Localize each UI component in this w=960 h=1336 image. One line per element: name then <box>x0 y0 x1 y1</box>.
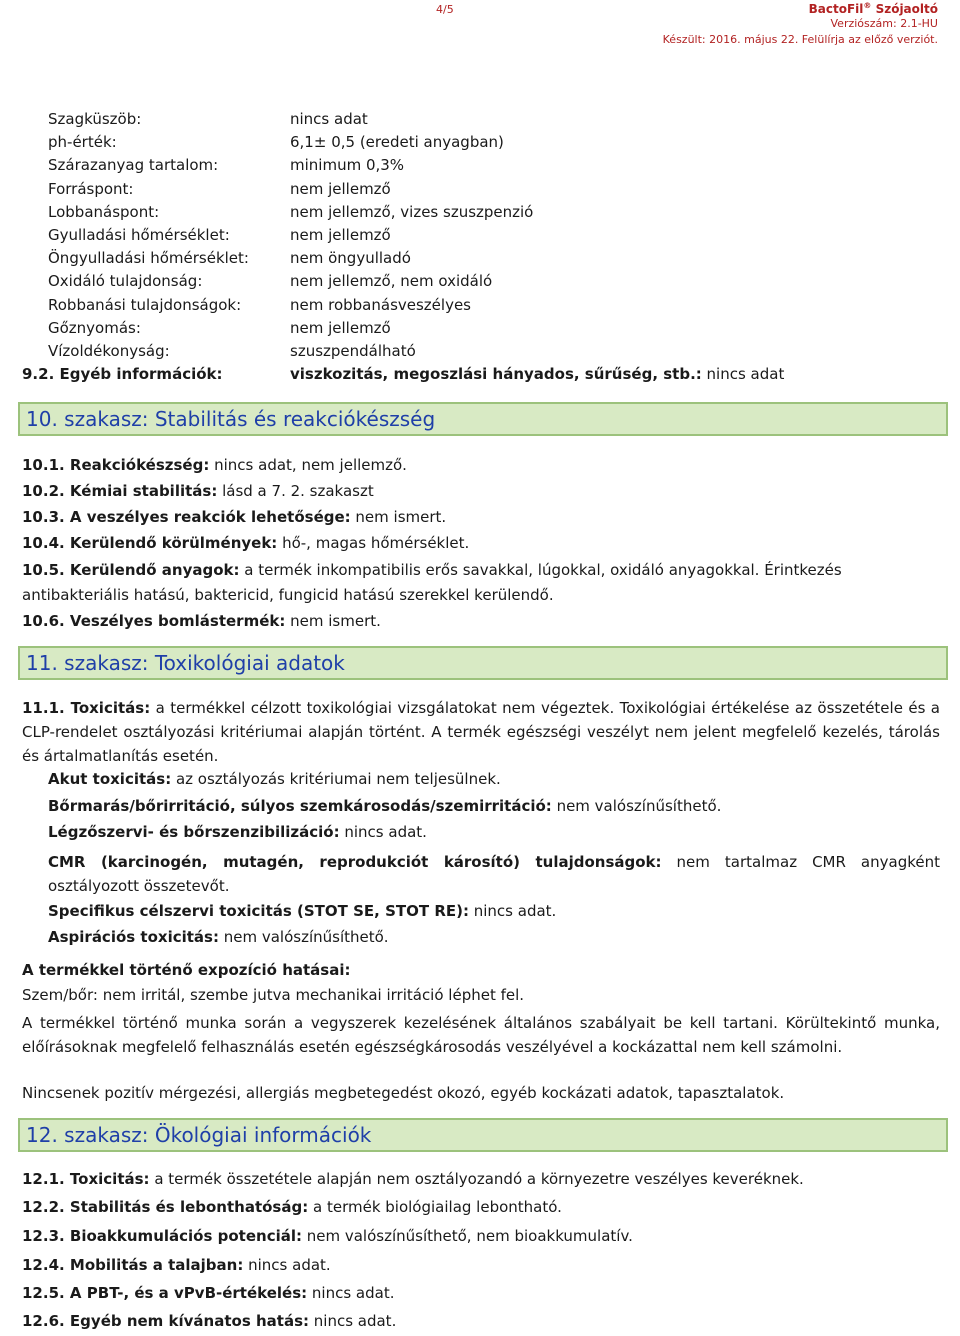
other-info-row <box>22 365 784 383</box>
property-label: Szárazanyag tartalom: <box>48 156 219 175</box>
item-value: nem ismert. <box>285 612 381 630</box>
property-row <box>48 317 533 340</box>
item-label: 10.1. Reakciókészség: <box>22 456 210 474</box>
item-label: 10.6. Veszélyes bomlástermék: <box>22 612 286 630</box>
property-value: 6,1± 0,5 (eredeti anyagban) <box>290 133 504 152</box>
product-suffix: Szójaoltó <box>871 2 938 16</box>
item-value: nincs adat. <box>339 823 427 841</box>
sec10-item-2 <box>22 482 940 500</box>
exposure-effects-title: A termékkel történő expozíció hatásai: <box>22 961 351 979</box>
item-label: 10.2. Kémiai stabilitás: <box>22 482 218 500</box>
creation-date: Készült: 2016. május 22. Felülírja az előző verziót. <box>662 33 938 46</box>
item-label: CMR (karcinogén, mutagén, reprodukciót károsító) tulajdonságok: <box>48 853 662 871</box>
stot <box>48 902 940 920</box>
item-value: nem tartalmaz CMR anyagként osztályozott összetevőt. <box>48 853 940 895</box>
item-value: nincs adat, nem jellemző. <box>209 456 407 474</box>
version-number: Verziószám: 2.1-HU <box>830 17 938 30</box>
item-value: nem ismert. <box>350 508 447 526</box>
sec12-item-4 <box>22 1256 940 1274</box>
sec10-item-3 <box>22 508 940 526</box>
section-10-header: 10. szakasz: Stabilitás és reakciókészség <box>18 402 948 436</box>
property-value: nem öngyulladó <box>290 249 411 268</box>
property-row <box>48 108 533 131</box>
other-info-label: 9.2. Egyéb információk: <box>22 365 223 383</box>
sec10-item-5 <box>22 561 940 579</box>
item-label: 12.3. Bioakkumulációs potenciál: <box>22 1227 302 1245</box>
property-label: Oxidáló tulajdonság: <box>48 272 203 291</box>
no-cases-statement: Nincsenek pozitív mérgezési, allergiás megbetegedést okozó, egyéb kockázati adatok, tapasztalatok. <box>22 1084 785 1102</box>
item-label: Akut toxicitás: <box>48 770 172 788</box>
property-label: Robbanási tulajdonságok: <box>48 295 242 314</box>
section-12-header: 12. szakasz: Ökológiai információk <box>18 1118 948 1152</box>
property-row <box>48 131 533 154</box>
other-info-value: nincs adat <box>701 365 785 383</box>
sensitisation <box>48 823 940 841</box>
product-title <box>809 1 938 16</box>
registered-mark: ® <box>863 1 872 10</box>
property-row <box>48 178 533 201</box>
item-label: Légzőszervi- és bőrszenzibilizáció: <box>48 823 340 841</box>
property-value: nem jellemző, vizes szuszpenzió <box>290 202 534 221</box>
acute-toxicity <box>48 770 940 788</box>
property-value: nincs adat <box>290 110 368 128</box>
work-handling-paragraph: A termékkel történő munka során a vegyszerek kezelésének általános szabályait be kell tartani. Körültekintő munka, előírásoknak megfelelő felhasználás esetén egészségkárosodás veszélyével a kockázattal nem kell számolni. <box>22 1014 940 1056</box>
sec10-item-4 <box>22 534 940 552</box>
item-value: nincs adat. <box>307 1284 395 1302</box>
properties-list <box>48 108 533 363</box>
page-header <box>0 0 960 50</box>
property-label: Öngyulladási hőmérséklet: <box>48 249 249 268</box>
property-value: nem jellemző <box>290 179 391 198</box>
property-label: Lobbanáspont: <box>48 202 160 221</box>
property-label: ph-érték: <box>48 133 117 152</box>
sec10-item-1 <box>22 456 940 474</box>
item-value: nem valószínűsíthető. <box>218 928 389 946</box>
item-label: 12.5. A PBT-, és a vPvB-értékelés: <box>22 1284 308 1302</box>
sec10-item-5-cont: antibakteriális hatású, baktericid, fungicid hatású szerekkel kerülendő. <box>22 586 554 604</box>
sec12-item-2 <box>22 1198 940 1216</box>
property-value: nem jellemző <box>290 318 391 337</box>
item-value: nem valószínűsíthető. <box>551 797 722 815</box>
item-value: nincs adat. <box>309 1312 397 1330</box>
property-value: szuszpendálható <box>290 342 416 361</box>
sec12-item-1 <box>22 1170 940 1188</box>
property-row <box>48 224 533 247</box>
skin-eye-irritation <box>48 797 940 815</box>
aspiration-toxicity <box>48 928 940 946</box>
item-value: a termék összetétele alapján nem osztályozandó a környezetre veszélyes keveréknek. <box>149 1170 804 1188</box>
sec12-item-6 <box>22 1312 940 1330</box>
item-label: 12.6. Egyéb nem kívánatos hatás: <box>22 1312 309 1330</box>
eye-skin-effects: Szem/bőr: nem irritál, szembe jutva mechanikai irritáció léphet fel. <box>22 986 525 1004</box>
item-label: 10.3. A veszélyes reakciók lehetősége: <box>22 508 351 526</box>
property-label: Vízoldékonyság: <box>48 342 170 361</box>
property-label: Gyulladási hőmérséklet: <box>48 226 230 245</box>
item-label: 10.4. Kerülendő körülmények: <box>22 534 278 552</box>
item-value: hő-, magas hőmérséklet. <box>277 534 470 552</box>
property-value: nem jellemző <box>290 226 391 245</box>
item-value: az osztályozás kritériumai nem teljesülnek. <box>171 770 501 788</box>
item-value: lásd a 7. 2. szakaszt <box>217 482 374 500</box>
property-row <box>48 340 533 363</box>
item-label: Specifikus célszervi toxicitás (STOT SE, STOT RE): <box>48 902 469 920</box>
sec12-item-3 <box>22 1227 940 1245</box>
item-label: 12.1. Toxicitás: <box>22 1170 150 1188</box>
sec11-toxicity-paragraph <box>22 696 940 768</box>
item-label: 12.4. Mobilitás a talajban: <box>22 1256 244 1274</box>
property-row <box>48 201 533 224</box>
item-label: Bőrmarás/bőrirritáció, súlyos szemkárosodás/szemirritáció: <box>48 797 552 815</box>
item-value: nincs adat. <box>468 902 557 920</box>
property-row <box>48 294 533 317</box>
sec10-item-6 <box>22 612 940 630</box>
item-label: Aspirációs toxicitás: <box>48 928 219 946</box>
item-label: 11.1. Toxicitás: <box>22 699 151 717</box>
item-label: 10.5. Kerülendő anyagok: <box>22 561 240 579</box>
property-value: minimum 0,3% <box>290 156 405 175</box>
property-value: nem robbanásveszélyes <box>290 295 471 314</box>
sec12-item-5 <box>22 1284 940 1302</box>
item-value: a termék inkompatibilis erős savakkal, lúgokkal, oxidáló anyagokkal. Érintkezés <box>239 561 842 579</box>
property-row <box>48 270 533 293</box>
property-row <box>48 247 533 270</box>
other-info-properties: viszkozitás, megoszlási hányados, sűrűség, stb.: <box>290 365 702 383</box>
product-name: BactoFil <box>808 2 864 16</box>
property-label: Szagküszöb: <box>48 110 142 128</box>
item-value: nincs adat. <box>243 1256 331 1274</box>
property-label: Forráspont: <box>48 179 134 198</box>
item-text: a termékkel célzott toxikológiai vizsgálatokat nem végeztek. Toxikológiai értékelése az összetétele és a CLP-rendelet osztályozási kritériumai alapján történt. A termék egészségi veszélyt nem jelent megfelelő kezelés, tárolás és ártalmatlanítás esetén. <box>22 699 940 765</box>
item-value: a termék biológiailag lebontható. <box>308 1198 562 1216</box>
item-value: nem valószínűsíthető, nem bioakkumulatív. <box>301 1227 633 1245</box>
property-row <box>48 154 533 177</box>
page-number: 4/5 <box>436 3 454 16</box>
item-label: 12.2. Stabilitás és lebonthatóság: <box>22 1198 309 1216</box>
section-11-header: 11. szakasz: Toxikológiai adatok <box>18 646 948 680</box>
cmr-properties <box>48 850 940 898</box>
property-value: nem jellemző, nem oxidáló <box>290 272 493 291</box>
property-label: Gőznyomás: <box>48 318 141 337</box>
